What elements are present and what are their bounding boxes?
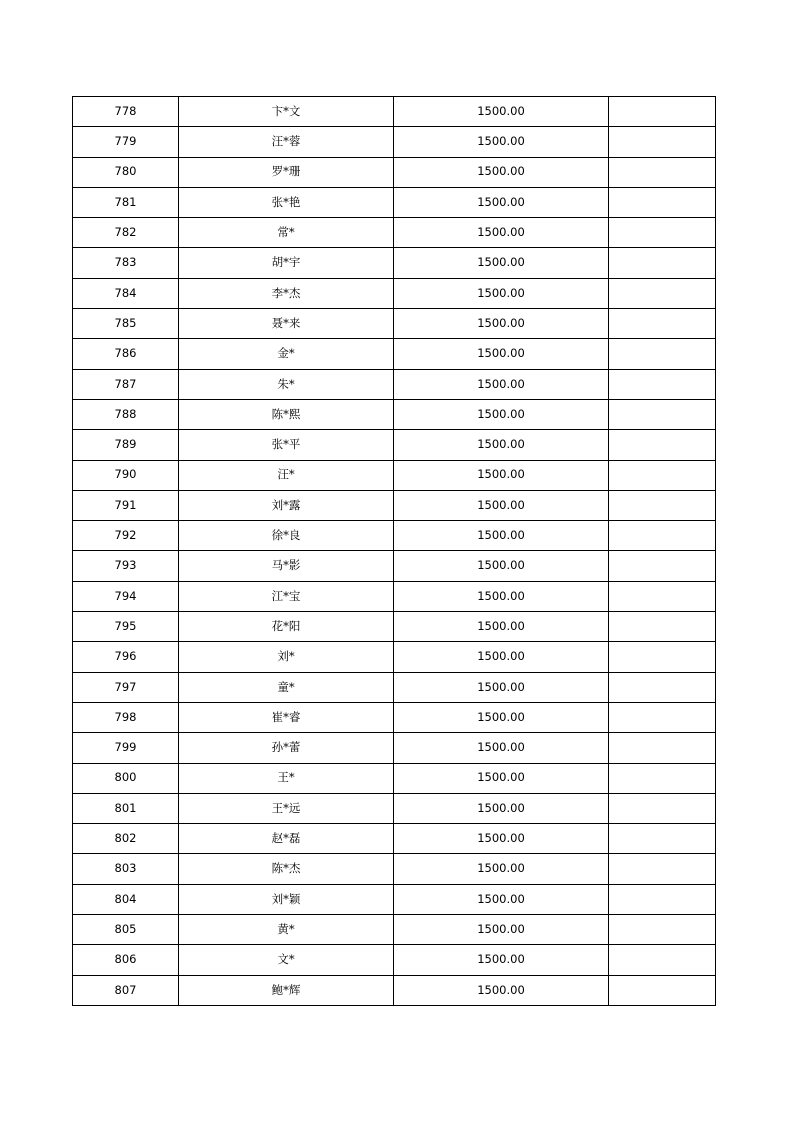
table-row: [73, 915, 716, 945]
row-number-cell: 797: [73, 672, 179, 702]
row-number-cell: 788: [73, 399, 179, 429]
note-cell: [609, 975, 716, 1005]
payment-roster-table: [72, 96, 716, 1006]
note-cell: [609, 399, 716, 429]
table-row: [73, 702, 716, 732]
name-cell: 朱*: [179, 369, 394, 399]
table-row: [73, 884, 716, 914]
table-row: [73, 854, 716, 884]
amount-cell: 1500.00: [394, 460, 609, 490]
note-cell: [609, 218, 716, 248]
table-row: [73, 430, 716, 460]
table-row: [73, 157, 716, 187]
row-number-cell: 779: [73, 127, 179, 157]
table-row: [73, 763, 716, 793]
row-number-cell: 786: [73, 339, 179, 369]
table-row: [73, 127, 716, 157]
row-number-cell: 782: [73, 218, 179, 248]
amount-cell: 1500.00: [394, 278, 609, 308]
note-cell: [609, 248, 716, 278]
note-cell: [609, 824, 716, 854]
note-cell: [609, 763, 716, 793]
note-cell: [609, 702, 716, 732]
table-row: [73, 339, 716, 369]
name-cell: 王*远: [179, 793, 394, 823]
table-row: [73, 581, 716, 611]
row-number-cell: 796: [73, 642, 179, 672]
table-row: [73, 399, 716, 429]
table-row: [73, 521, 716, 551]
note-cell: [609, 339, 716, 369]
row-number-cell: 792: [73, 521, 179, 551]
name-cell: 刘*: [179, 642, 394, 672]
name-cell: 鲍*辉: [179, 975, 394, 1005]
note-cell: [609, 793, 716, 823]
note-cell: [609, 127, 716, 157]
amount-cell: 1500.00: [394, 945, 609, 975]
amount-cell: 1500.00: [394, 975, 609, 1005]
note-cell: [609, 672, 716, 702]
row-number-cell: 780: [73, 157, 179, 187]
amount-cell: 1500.00: [394, 884, 609, 914]
amount-cell: 1500.00: [394, 248, 609, 278]
row-number-cell: 805: [73, 915, 179, 945]
table-row: [73, 460, 716, 490]
amount-cell: 1500.00: [394, 763, 609, 793]
note-cell: [609, 430, 716, 460]
amount-cell: 1500.00: [394, 157, 609, 187]
row-number-cell: 794: [73, 581, 179, 611]
row-number-cell: 793: [73, 551, 179, 581]
note-cell: [609, 612, 716, 642]
table-body: [73, 97, 716, 1006]
amount-cell: 1500.00: [394, 733, 609, 763]
name-cell: 李*杰: [179, 278, 394, 308]
name-cell: 胡*宇: [179, 248, 394, 278]
name-cell: 卞*文: [179, 97, 394, 127]
amount-cell: 1500.00: [394, 551, 609, 581]
name-cell: 童*: [179, 672, 394, 702]
name-cell: 王*: [179, 763, 394, 793]
amount-cell: 1500.00: [394, 369, 609, 399]
note-cell: [609, 490, 716, 520]
note-cell: [609, 278, 716, 308]
name-cell: 赵*磊: [179, 824, 394, 854]
row-number-cell: 789: [73, 430, 179, 460]
note-cell: [609, 460, 716, 490]
amount-cell: 1500.00: [394, 309, 609, 339]
row-number-cell: 791: [73, 490, 179, 520]
name-cell: 金*: [179, 339, 394, 369]
name-cell: 花*阳: [179, 612, 394, 642]
note-cell: [609, 97, 716, 127]
amount-cell: 1500.00: [394, 854, 609, 884]
row-number-cell: 785: [73, 309, 179, 339]
amount-cell: 1500.00: [394, 521, 609, 551]
name-cell: 江*宝: [179, 581, 394, 611]
table-row: [73, 218, 716, 248]
amount-cell: 1500.00: [394, 187, 609, 217]
table-row: [73, 793, 716, 823]
note-cell: [609, 581, 716, 611]
table-row: [73, 733, 716, 763]
table-row: [73, 187, 716, 217]
table-row: [73, 642, 716, 672]
amount-cell: 1500.00: [394, 702, 609, 732]
table-row: [73, 945, 716, 975]
amount-cell: 1500.00: [394, 793, 609, 823]
row-number-cell: 781: [73, 187, 179, 217]
note-cell: [609, 551, 716, 581]
amount-cell: 1500.00: [394, 490, 609, 520]
row-number-cell: 806: [73, 945, 179, 975]
note-cell: [609, 915, 716, 945]
row-number-cell: 790: [73, 460, 179, 490]
row-number-cell: 778: [73, 97, 179, 127]
name-cell: 陈*杰: [179, 854, 394, 884]
table-row: [73, 824, 716, 854]
amount-cell: 1500.00: [394, 642, 609, 672]
note-cell: [609, 884, 716, 914]
note-cell: [609, 733, 716, 763]
amount-cell: 1500.00: [394, 672, 609, 702]
amount-cell: 1500.00: [394, 399, 609, 429]
name-cell: 陈*熙: [179, 399, 394, 429]
note-cell: [609, 309, 716, 339]
table-row: [73, 612, 716, 642]
note-cell: [609, 854, 716, 884]
table-row: [73, 490, 716, 520]
amount-cell: 1500.00: [394, 581, 609, 611]
note-cell: [609, 157, 716, 187]
table-row: [73, 309, 716, 339]
note-cell: [609, 642, 716, 672]
name-cell: 孙*蕾: [179, 733, 394, 763]
note-cell: [609, 945, 716, 975]
amount-cell: 1500.00: [394, 430, 609, 460]
name-cell: 徐*良: [179, 521, 394, 551]
amount-cell: 1500.00: [394, 127, 609, 157]
table-row: [73, 369, 716, 399]
note-cell: [609, 187, 716, 217]
table-row: [73, 248, 716, 278]
table-row: [73, 97, 716, 127]
name-cell: 马*影: [179, 551, 394, 581]
table-row: [73, 551, 716, 581]
name-cell: 张*艳: [179, 187, 394, 217]
row-number-cell: 798: [73, 702, 179, 732]
name-cell: 文*: [179, 945, 394, 975]
name-cell: 张*平: [179, 430, 394, 460]
amount-cell: 1500.00: [394, 218, 609, 248]
row-number-cell: 799: [73, 733, 179, 763]
name-cell: 汪*: [179, 460, 394, 490]
table-row: [73, 672, 716, 702]
row-number-cell: 787: [73, 369, 179, 399]
note-cell: [609, 369, 716, 399]
amount-cell: 1500.00: [394, 339, 609, 369]
name-cell: 黄*: [179, 915, 394, 945]
row-number-cell: 783: [73, 248, 179, 278]
name-cell: 刘*颖: [179, 884, 394, 914]
note-cell: [609, 521, 716, 551]
row-number-cell: 802: [73, 824, 179, 854]
row-number-cell: 804: [73, 884, 179, 914]
row-number-cell: 795: [73, 612, 179, 642]
name-cell: 崔*睿: [179, 702, 394, 732]
name-cell: 汪*蓉: [179, 127, 394, 157]
amount-cell: 1500.00: [394, 612, 609, 642]
row-number-cell: 800: [73, 763, 179, 793]
roster-sheet: [72, 96, 716, 1006]
table-row: [73, 278, 716, 308]
name-cell: 常*: [179, 218, 394, 248]
amount-cell: 1500.00: [394, 97, 609, 127]
row-number-cell: 807: [73, 975, 179, 1005]
amount-cell: 1500.00: [394, 915, 609, 945]
name-cell: 刘*露: [179, 490, 394, 520]
name-cell: 聂*来: [179, 309, 394, 339]
table-row: [73, 975, 716, 1005]
row-number-cell: 803: [73, 854, 179, 884]
name-cell: 罗*珊: [179, 157, 394, 187]
row-number-cell: 784: [73, 278, 179, 308]
row-number-cell: 801: [73, 793, 179, 823]
amount-cell: 1500.00: [394, 824, 609, 854]
